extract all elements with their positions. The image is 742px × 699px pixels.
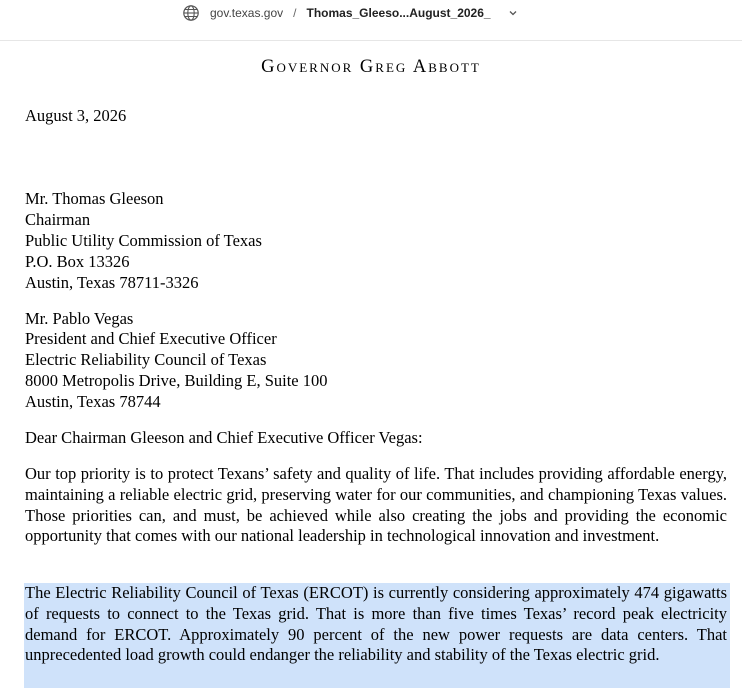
- recipient1-org: Public Utility Commission of Texas: [25, 231, 262, 250]
- paragraph-2[interactable]: The Electric Reliability Council of Texas (ERCOT) is currently considering approximately 474 gigawatts of requests to connect to the Texas grid. That is more than five times Texas’ record peak electricity demand for ERCOT. Approximately 90 percent of the new power requests are data centers. That unprecedented load growth could endanger the reliability and stability of the Texas electric grid.: [25, 583, 727, 665]
- recipient2-org: Electric Reliability Council of Texas: [25, 350, 267, 369]
- recipient2-name: Mr. Pablo Vegas: [25, 309, 134, 328]
- document-page: [0, 40, 742, 699]
- chevron-down-icon[interactable]: [507, 7, 519, 19]
- recipient2-city: Austin, Texas 78744: [25, 392, 161, 411]
- breadcrumb[interactable]: [182, 4, 519, 22]
- recipient1-name: Mr. Thomas Gleeson: [25, 189, 164, 208]
- site-domain[interactable]: gov.texas.gov: [210, 6, 284, 20]
- recipient2-address: 8000 Metropolis Drive, Building E, Suite 100: [25, 371, 328, 390]
- letter-date: August 3, 2026: [25, 106, 127, 125]
- recipient2-title: President and Chief Executive Officer: [25, 329, 277, 348]
- recipient1-title: Chairman: [25, 210, 91, 229]
- recipient1-city: Austin, Texas 78711-3326: [25, 273, 199, 292]
- address-bar: [0, 0, 742, 41]
- breadcrumb-separator: /: [293, 6, 297, 20]
- salutation: Dear Chairman Gleeson and Chief Executive Officer Vegas:: [25, 428, 423, 447]
- letterhead: Governor Greg Abbott: [261, 57, 481, 77]
- recipient1-address: P.O. Box 13326: [25, 252, 130, 271]
- paragraph-1: Our top priority is to protect Texans’ safety and quality of life. That includes providing affordable energy, maintaining a reliable electric grid, preserving water for our communities, and championing Texas values. Those priorities can, and must, be achieved while also creating the jobs and providing the economic opportunity that comes with our national leadership in technological innovation and investment.: [25, 464, 727, 546]
- globe-icon: [182, 4, 200, 22]
- file-name[interactable]: Thomas_Gleeso...August_2026_: [306, 6, 491, 20]
